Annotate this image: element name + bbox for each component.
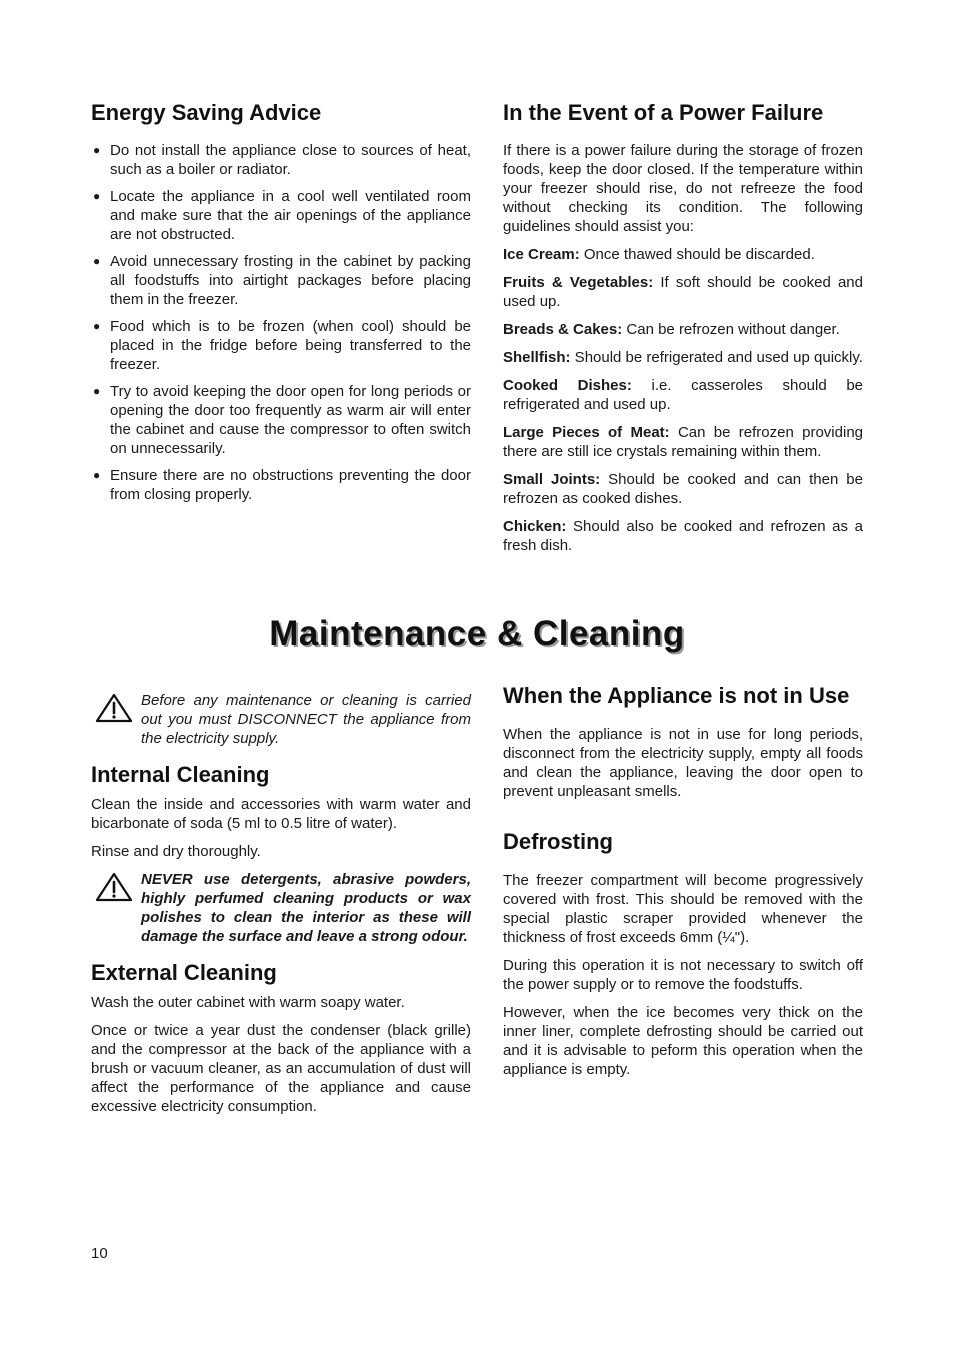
bullet-icon: ● — [93, 143, 101, 157]
guideline-small-joints: Small Joints: Should be cooked and can then be refrozen as cooked dishes. — [503, 471, 863, 507]
bullet-icon: ● — [93, 189, 101, 203]
power-failure-section — [503, 98, 863, 564]
list-item: ● Ensure there are no obstructions preventing the door from closing properly. — [93, 467, 471, 503]
defrosting-p2: During this operation it is not necessary to switch off the power supply or to remove the foodstuffs. — [503, 957, 863, 993]
detergent-warning-text: NEVER use detergents, abrasive powders, highly perfumed cleaning products or wax polishes to clean the interior as these will damage the surface and leave a strong odour. — [141, 871, 471, 945]
power-failure-heading: In the Event of a Power Failure — [503, 100, 824, 125]
bullet-icon: ● — [93, 254, 101, 268]
cleaning-left-column — [91, 691, 471, 1125]
bullet-icon: ● — [93, 468, 101, 482]
bullet-icon: ● — [93, 384, 101, 398]
guideline-shellfish: Shellfish: Should be refrigerated and used up quickly. — [503, 349, 863, 366]
external-cleaning-p2: Once or twice a year dust the condenser (black grille) and the compressor at the back of the appliance with a brush or vacuum cleaner, as an accumulation of dust will affect the performance of the appliance and cause excessive electricity consumption. — [91, 1022, 471, 1115]
not-in-use-p1: When the appliance is not in use for long periods, disconnect from the electricity supply, empty all foods and clean the appliance, leaving the door open to prevent unpleasant smells. — [503, 726, 863, 800]
disconnect-warning — [91, 691, 471, 748]
external-cleaning-heading: External Cleaning — [91, 960, 277, 985]
energy-saving-heading: Energy Saving Advice — [91, 100, 322, 125]
warning-icon — [95, 872, 133, 902]
internal-cleaning-p2: Rinse and dry thoroughly. — [91, 843, 261, 860]
energy-saving-list — [91, 141, 471, 504]
list-item: ● Try to avoid keeping the door open for long periods or opening the door too frequently as warm air will enter the cabinet and cause the compressor to often switch on unnecessarily. — [93, 383, 471, 457]
not-in-use-heading: When the Appliance is not in Use — [503, 683, 850, 708]
energy-saving-section — [91, 98, 471, 512]
page-title: Maintenance & Cleaning — [269, 614, 685, 653]
page-number: 10 — [91, 1245, 108, 1262]
bullet-icon: ● — [93, 319, 101, 333]
power-failure-intro: If there is a power failure during the storage of frozen foods, keep the door closed. If the temperature within your freezer should rise, do not refreeze the food without checking its condition. The following guidelines should assist you: — [503, 142, 863, 235]
guideline-fruits-vegetables: Fruits & Vegetables: If soft should be cooked and used up. — [503, 274, 863, 310]
list-item: ● Do not install the appliance close to sources of heat, such as a boiler or radiator. — [93, 142, 471, 178]
list-item: ● Avoid unnecessary frosting in the cabinet by packing all foodstuffs into airtight packages before placing them in the freezer. — [93, 253, 471, 308]
guideline-breads-cakes: Breads & Cakes: Can be refrozen without danger. — [503, 321, 840, 338]
guideline-chicken: Chicken: Should also be cooked and refrozen as a fresh dish. — [503, 518, 863, 554]
warning-icon — [95, 693, 133, 723]
guideline-ice-cream: Ice Cream: Once thawed should be discarded. — [503, 246, 815, 263]
disconnect-warning-text: Before any maintenance or cleaning is carried out you must DISCONNECT the appliance from the electricity supply. — [141, 692, 471, 747]
list-item: ● Locate the appliance in a cool well ventilated room and make sure that the air openings of the appliance are not obstructed. — [93, 188, 471, 243]
external-cleaning-p1: Wash the outer cabinet with warm soapy water. — [91, 994, 405, 1011]
cleaning-right-column — [503, 681, 863, 1088]
list-item: ● Food which is to be frozen (when cool) should be placed in the fridge before being transferred to the freezer. — [93, 318, 471, 373]
defrosting-p1: The freezer compartment will become progressively covered with frost. This should be removed with the special plastic scraper provided whenever the thickness of frost exceeds 6mm (¼"). — [503, 872, 863, 946]
defrosting-heading: Defrosting — [503, 829, 613, 854]
internal-cleaning-p1: Clean the inside and accessories with warm water and bicarbonate of soda (5 ml to 0.5 litre of water). — [91, 796, 471, 832]
guideline-cooked-dishes: Cooked Dishes: i.e. casseroles should be refrigerated and used up. — [503, 377, 864, 413]
defrosting-p3: However, when the ice becomes very thick on the inner liner, complete defrosting should be carried out and it is advisable to peform this operation when the appliance is empty. — [503, 1004, 863, 1078]
detergent-warning — [91, 870, 471, 946]
guideline-large-meat: Large Pieces of Meat: Can be refrozen providing there are still ice crystals remaining within them. — [503, 424, 863, 460]
internal-cleaning-heading: Internal Cleaning — [91, 762, 270, 787]
